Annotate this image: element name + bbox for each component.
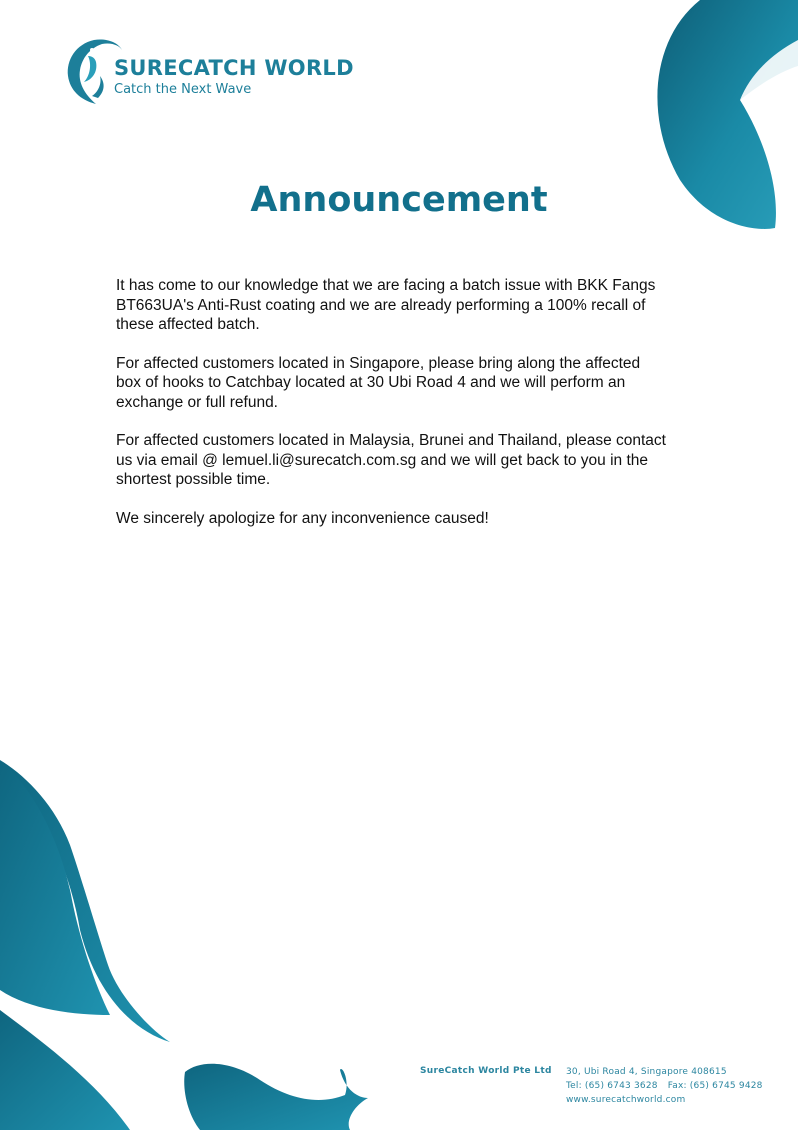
footer-company-name: SureCatch World Pte Ltd [420, 1066, 552, 1076]
footer-website: www.surecatchworld.com [566, 1095, 686, 1105]
page-title: Announcement [250, 180, 548, 220]
footer-tel: Tel: (65) 6743 3628 [566, 1081, 658, 1091]
paragraph-overseas-customers: For affected customers located in Malaysia, Brunei and Thailand, please contact us via email @ lemuel.li@surecatch.com.sg and we will get back to you in the shortest possible time. [116, 432, 666, 488]
brand-tagline: Catch the Next Wave [114, 82, 252, 97]
paragraph-recall-notice: It has come to our knowledge that we are facing a batch issue with BKK Fangs BT663UA's Anti-Rust coating and we are already performing a 100% recall of these affected batch. [116, 277, 656, 333]
footer-contact-info [566, 1065, 763, 1107]
brand-logo [62, 36, 362, 106]
announcement-body [116, 276, 696, 547]
paragraph-apology: We sincerely apologize for any inconvenience caused! [116, 509, 489, 527]
paragraph-singapore-customers: For affected customers located in Singapore, please bring along the affected box of hooks to Catchbay located at 30 Ubi Road 4 and we will perform an exchange or full refund. [116, 354, 641, 411]
brand-name: SURECATCH WORLD [114, 56, 354, 80]
footer-fax: Fax: (65) 6745 9428 [667, 1081, 763, 1091]
footer-phone-row [566, 1079, 763, 1093]
footer-address: 30, Ubi Road 4, Singapore 408615 [566, 1067, 727, 1077]
bottom-left-whale-decoration [0, 760, 380, 1130]
